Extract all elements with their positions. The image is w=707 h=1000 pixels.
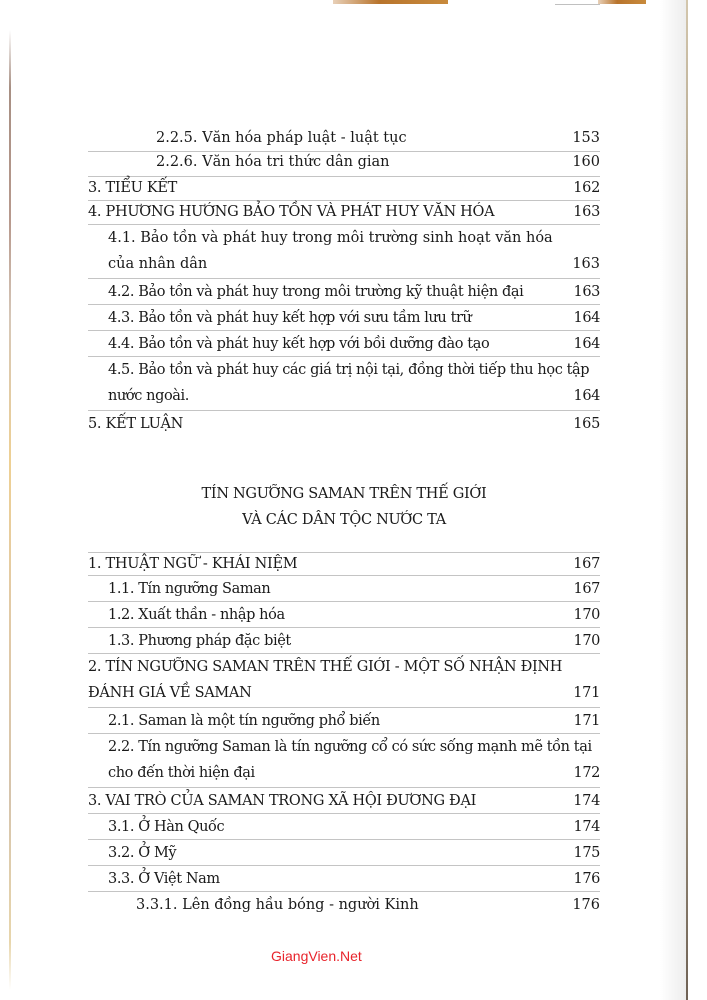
toc-entry-title: 2.2. Tín ngưỡng Saman là tín ngưỡng cổ có sức sống mạnh mẽ tồn tại xyxy=(108,739,592,755)
toc-page-number: 164 xyxy=(573,310,600,326)
toc-row xyxy=(88,225,600,279)
toc-entry-title: 1.1. Tín ngưỡng Saman xyxy=(108,581,271,597)
toc-row xyxy=(88,628,600,654)
toc-row xyxy=(88,892,600,918)
toc-row xyxy=(88,305,600,331)
toc-entry-title-continued: của nhân dân xyxy=(108,256,208,272)
page-edge-line xyxy=(555,4,600,5)
toc-row xyxy=(88,788,600,814)
toc-row xyxy=(88,357,600,411)
toc-row xyxy=(88,177,600,201)
toc-entry-title: 3. VAI TRÒ CỦA SAMAN TRONG XÃ HỘI ĐƯƠNG ĐẠI xyxy=(88,793,477,809)
page-tab-marker xyxy=(333,0,448,4)
toc-row xyxy=(88,734,600,788)
toc-entry-title: 2.1. Saman là một tín ngưỡng phổ biến xyxy=(108,713,380,729)
toc-entry-title: 2.2.5. Văn hóa pháp luật - luật tục xyxy=(156,130,407,146)
toc-page-number: 160 xyxy=(572,154,600,170)
toc-row xyxy=(88,602,600,628)
toc-row xyxy=(88,411,600,437)
toc-page-number: 176 xyxy=(573,871,600,887)
toc-row xyxy=(88,840,600,866)
toc-row xyxy=(88,201,600,225)
toc-page-number: 164 xyxy=(573,336,600,352)
toc-page-number: 164 xyxy=(573,388,600,404)
toc-page-number: 170 xyxy=(573,607,600,623)
toc-page-number: 167 xyxy=(573,581,600,597)
right-page-edge xyxy=(686,0,688,1000)
toc-entry-title: 3. TIỂU KẾT xyxy=(88,180,178,196)
toc-entry-title: 1. THUẬT NGỮ - KHÁI NIỆM xyxy=(88,556,298,572)
toc-page-number: 172 xyxy=(573,765,600,781)
toc-page-number: 176 xyxy=(572,897,600,913)
section-heading-line1: TÍN NGƯỠNG SAMAN TRÊN THẾ GIỚI xyxy=(201,486,487,502)
toc-page-number: 163 xyxy=(573,284,600,300)
binding-shadow xyxy=(660,0,686,1000)
toc-row xyxy=(88,279,600,305)
toc-row xyxy=(88,708,600,734)
toc-page-number: 165 xyxy=(573,416,600,432)
toc-page-number: 174 xyxy=(573,819,600,835)
toc-page-number: 175 xyxy=(573,845,600,861)
toc-entry-title: 1.3. Phương pháp đặc biệt xyxy=(108,633,291,649)
toc-page-number: 174 xyxy=(573,793,600,809)
toc-entry-title: 4.2. Bảo tồn và phát huy trong môi trường kỹ thuật hiện đại xyxy=(108,284,524,300)
toc-entry-title-continued: cho đến thời hiện đại xyxy=(108,765,255,781)
toc-row xyxy=(88,866,600,892)
toc-page-number: 171 xyxy=(573,685,600,701)
toc-entry-title: 2. TÍN NGƯỠNG SAMAN TRÊN THẾ GIỚI - MỘT SỐ NHẬN ĐỊNH xyxy=(88,659,563,675)
toc-row xyxy=(88,576,600,602)
toc-entry-title: 3.3.1. Lên đồng hầu bóng - người Kinh xyxy=(136,897,419,913)
toc-page-number: 170 xyxy=(573,633,600,649)
toc-entry-title: 4.3. Bảo tồn và phát huy kết hợp với sưu tầm lưu trữ xyxy=(108,310,472,326)
toc-entry-title: 5. KẾT LUẬN xyxy=(88,416,184,432)
section-heading-line2: VÀ CÁC DÂN TỘC NƯỚC TA xyxy=(242,512,446,528)
toc-entry-title: 4.1. Bảo tồn và phát huy trong môi trường sinh hoạt văn hóa xyxy=(108,230,553,246)
toc-entry-title: 4.5. Bảo tồn và phát huy các giá trị nội tại, đồng thời tiếp thu học tập xyxy=(108,362,590,378)
toc-page-number: 163 xyxy=(573,204,600,220)
toc-page-number: 163 xyxy=(572,256,600,272)
toc-row xyxy=(88,552,600,576)
toc-row xyxy=(88,120,600,152)
toc-page-number: 171 xyxy=(573,713,600,729)
toc-row xyxy=(88,152,600,177)
toc-entry-title: 4.4. Bảo tồn và phát huy kết hợp với bồi dưỡng đào tạo xyxy=(108,336,490,352)
toc-page-number: 162 xyxy=(573,180,600,196)
toc-entry-title: 3.1. Ở Hàn Quốc xyxy=(108,819,225,835)
toc-row xyxy=(88,814,600,840)
toc-entry-title: 3.2. Ở Mỹ xyxy=(108,845,177,861)
toc-entry-title-continued: ĐÁNH GIÁ VỀ SAMAN xyxy=(88,685,252,701)
toc-entry-title: 2.2.6. Văn hóa tri thức dân gian xyxy=(156,154,390,170)
toc-entry-title-continued: nước ngoài. xyxy=(108,388,189,404)
page-tab-marker xyxy=(598,0,646,4)
toc-page-number: 153 xyxy=(572,130,600,146)
toc-page-number: 167 xyxy=(573,556,600,572)
toc-row xyxy=(88,654,600,708)
watermark-text: GiangVien.Net xyxy=(271,948,362,964)
toc-row xyxy=(88,331,600,357)
toc-entry-title: 1.2. Xuất thần - nhập hóa xyxy=(108,607,285,623)
toc-entry-title: 4. PHƯƠNG HƯỚNG BẢO TỒN VÀ PHÁT HUY VĂN HÓA xyxy=(88,204,495,220)
toc-entry-title: 3.3. Ở Việt Nam xyxy=(108,871,220,887)
left-page-edge xyxy=(9,30,11,990)
